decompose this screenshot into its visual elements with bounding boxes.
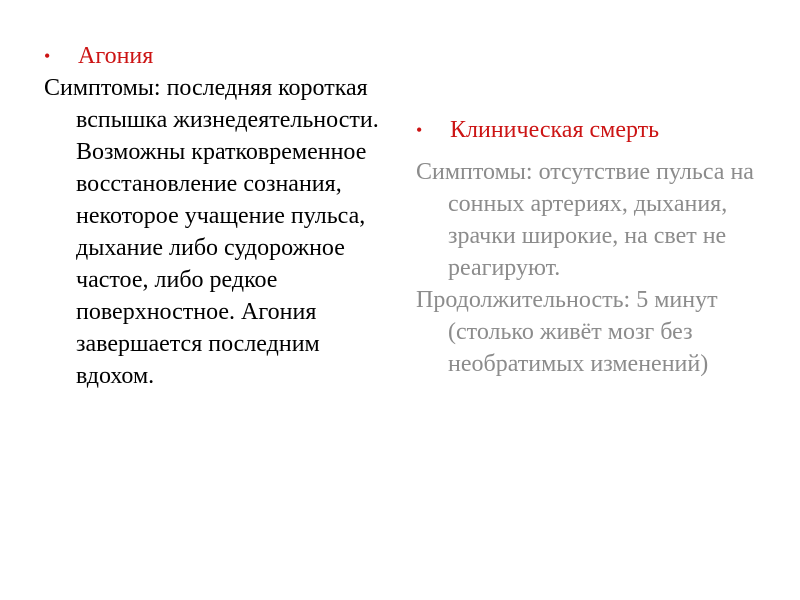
agony-description: Симптомы: последняя короткая вспышка жизнедеятельности. Возможны кратковременное восстановление сознания, некоторое учащение пульса, дыхание либо судорожное частое, либо редкое поверхностное. Агония завершается последним вдохом. — [44, 75, 379, 389]
right-heading-row — [416, 114, 766, 146]
clinical-death-heading: Клиническая смерть — [450, 117, 660, 143]
right-column — [416, 114, 766, 380]
left-heading-row — [44, 40, 384, 72]
left-column — [44, 40, 384, 392]
clinical-death-duration: Продолжительность: 5 минут (столько живёт мозг без необратимых изменений) — [416, 287, 718, 377]
bullet-icon: • — [416, 120, 423, 140]
bullet-icon: • — [44, 46, 51, 66]
agony-heading: Агония — [78, 43, 154, 69]
clinical-death-symptoms: Симптомы: отсутствие пульса на сонных артериях, дыхания, зрачки широкие, на свет не реагируют. — [416, 159, 754, 281]
